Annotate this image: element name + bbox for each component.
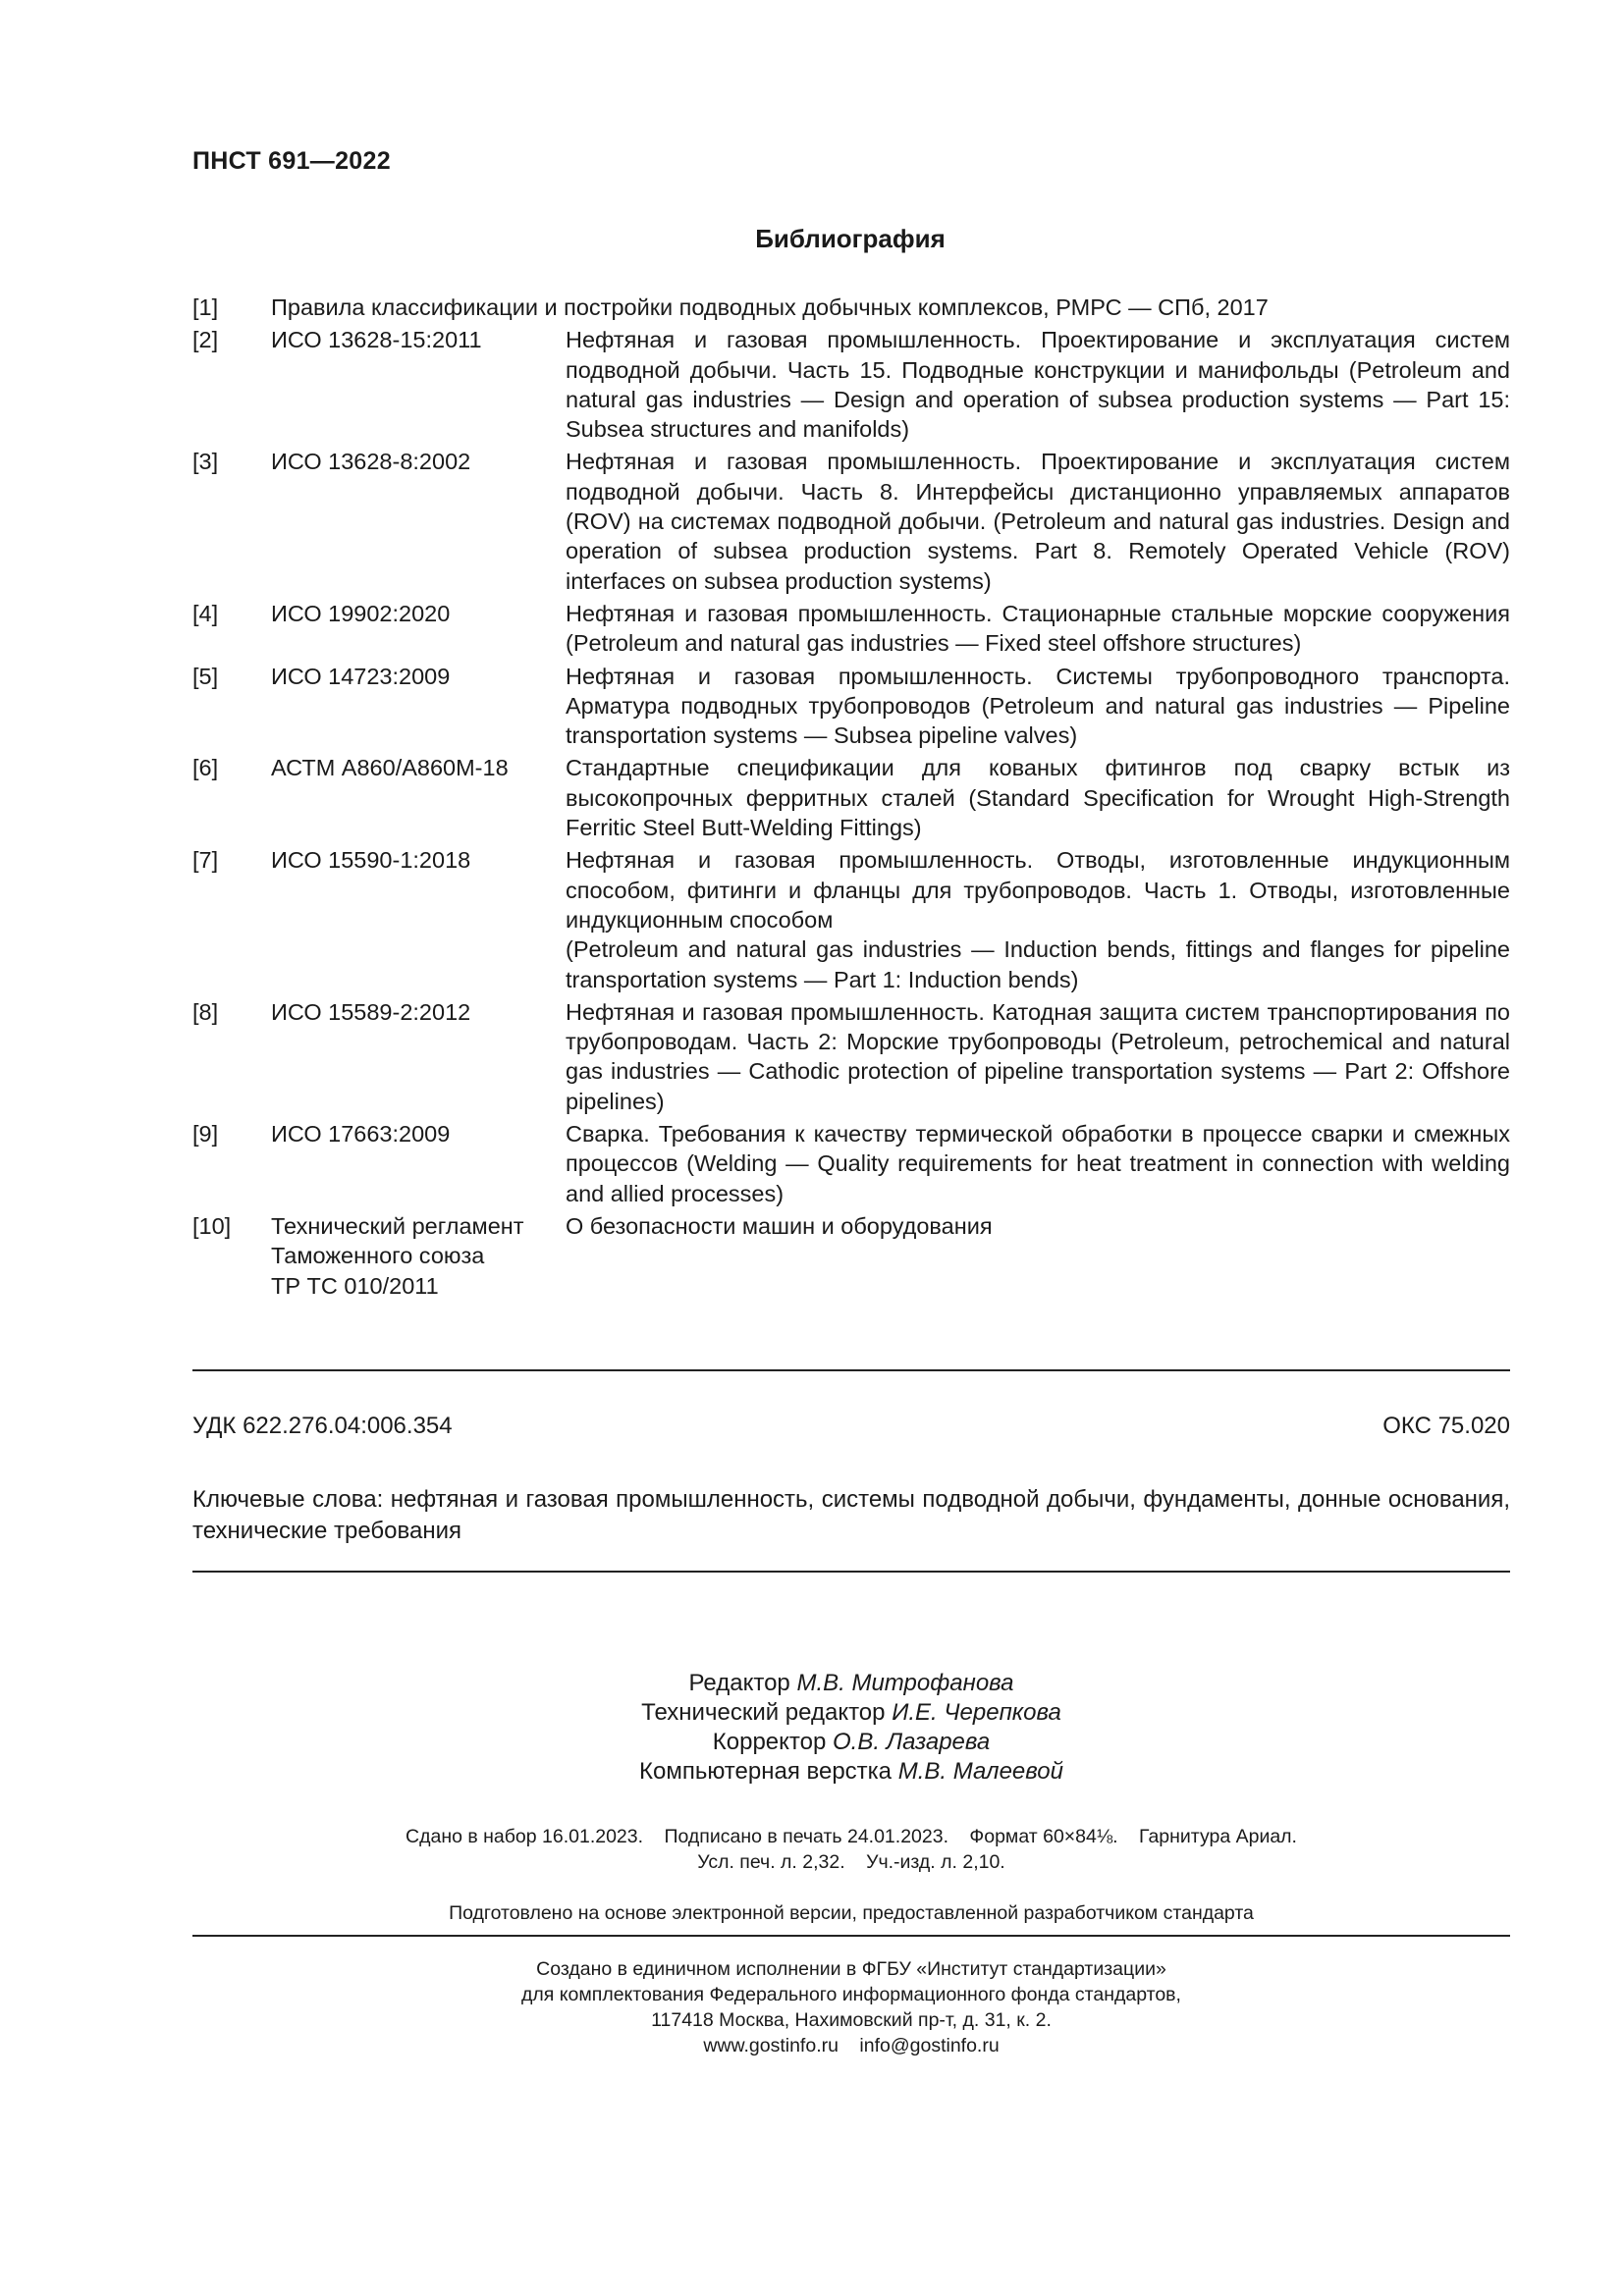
publisher-info [192, 1956, 1510, 2058]
entry-document: ИСО 19902:2020 [271, 600, 451, 626]
entry-document: АСТМ А860/А860М-18 [271, 755, 509, 781]
entry-number: [8] [192, 998, 219, 1025]
publishing-sheets: Уч.-изд. л. 2,10. [866, 1851, 1005, 1873]
credit-role: Редактор [688, 1670, 790, 1696]
bibliography-entry [192, 997, 1510, 1116]
entry-document-line: Таможенного союза [271, 1243, 485, 1269]
entry-document [271, 1211, 566, 1301]
entry-description: Нефтяная и газовая промышленность. Проектирование и эксплуатация систем подводной добычи. Часть 8. Интерфейсы дистанционно управляемых аппаратов (ROV) на системах подводной добычи. (Petroleum and natural gas industries. Design and operation of subsea production systems. Part 8. Remotely Operated Vehicle (ROV) interfaces on subsea production systems) [566, 449, 1510, 594]
website-link[interactable]: www.gostinfo.ru [703, 2035, 839, 2056]
entry-number: [9] [192, 1121, 219, 1148]
bibliography-title: Библиография [755, 224, 946, 253]
print-info-line [192, 1849, 1510, 1875]
entry-description: Стандартные спецификации для кованых фитингов под сварку встык из высокопрочных ферритных сталей (Standard Specification for Wrought High-Strength Ferritic Steel Butt-Welding Fittings) [566, 755, 1510, 841]
entry-number: [2] [192, 327, 219, 353]
entry-document: ИСО 17663:2009 [271, 1121, 451, 1148]
publisher-line: Создано в единичном исполнении в ФГБУ «Институт стандартизации» [536, 1958, 1166, 1980]
entry-number: [3] [192, 449, 219, 475]
bibliography-entry [192, 293, 1510, 322]
entry-description-en: (Petroleum and natural gas industries — Induction bends, fittings and flanges for pipeline transportation systems — Part 1: Induction bends) [566, 936, 1510, 992]
bibliography-entry [192, 662, 1510, 751]
bibliography-entry [192, 1211, 1510, 1301]
entry-document: ИСО 13628-8:2002 [271, 449, 471, 475]
entry-document: ИСО 15589-2:2012 [271, 998, 471, 1025]
bibliography-entry [192, 599, 1510, 659]
entry-description: Нефтяная и газовая промышленность. Проектирование и эксплуатация систем подводной добычи. Часть 15. Подводные конструкции и манифольды (Petroleum and natural gas industries — Design and operation of subsea production systems — Part 15: Subsea structures and manifolds) [566, 327, 1510, 443]
udk-code: УДК 622.276.04:006.354 [192, 1413, 453, 1439]
bibliography-entry [192, 325, 1510, 444]
credit-role: Технический редактор [641, 1699, 886, 1726]
publisher-contacts [192, 2033, 1510, 2058]
entry-document: ИСО 13628-15:2011 [271, 327, 482, 353]
keywords: Ключевые слова: нефтяная и газовая промышленность, системы подводной добычи, фундаменты, донные основания, технические требования [192, 1486, 1510, 1544]
credit-line [192, 1757, 1510, 1787]
print-info-line [192, 1824, 1510, 1849]
entry-number: [10] [192, 1212, 232, 1239]
entry-number: [5] [192, 663, 219, 689]
bibliography-entry [192, 1119, 1510, 1208]
entry-number: [1] [192, 294, 219, 320]
entry-description: Сварка. Требования к качеству термической обработки в процессе сварки и смежных процессов (Welding — Quality requirements for heat treatment in connection with welding and allied processes) [566, 1121, 1510, 1206]
printed-sheets: Усл. печ. л. 2,32. [697, 1851, 845, 1873]
typeface: Гарнитура Ариал. [1138, 1826, 1297, 1847]
publisher-line: для комплектования Федерального информационного фонда стандартов, [521, 1984, 1181, 2005]
bibliography-entry [192, 845, 1510, 993]
divider-bottom [192, 1935, 1510, 1937]
divider-keywords [192, 1571, 1510, 1573]
print-info [192, 1824, 1510, 1875]
oks-code: ОКС 75.020 [1382, 1413, 1510, 1439]
entry-number: [7] [192, 847, 219, 874]
entry-document: ИСО 14723:2009 [271, 663, 451, 689]
document-code: ПНСТ 691—2022 [192, 147, 391, 175]
entry-document-line: Технический регламент [271, 1212, 524, 1239]
signed-date: Подписано в печать 24.01.2023. [664, 1826, 948, 1847]
credit-line [192, 1728, 1510, 1757]
bibliography-entry [192, 753, 1510, 842]
entry-number: [4] [192, 600, 219, 626]
bibliography-list [192, 293, 1510, 1304]
credit-role: Корректор [712, 1729, 827, 1755]
credit-role: Компьютерная верстка [639, 1758, 893, 1785]
prepared-note: Подготовлено на основе электронной версии, предоставленной разработчиком стандарта [449, 1902, 1254, 1924]
credit-line [192, 1669, 1510, 1698]
entry-description: Нефтяная и газовая промышленность. Системы трубопроводного транспорта. Арматура подводных трубопроводов (Petroleum and natural gas industries — Pipeline transportation systems — Subsea pipeline valves) [566, 663, 1510, 749]
entry-number: [6] [192, 755, 219, 781]
entry-document: ИСО 15590-1:2018 [271, 847, 471, 874]
bibliography-entry [192, 447, 1510, 595]
entry-text: Правила классификации и постройки подводных добычных комплексов, РМРС — СПб, 2017 [271, 294, 1269, 320]
entry-description-ru: Нефтяная и газовая промышленность. Отводы, изготовленные индукционным способом, фитинги и фланцы для трубопроводов. Часть 1. Отводы, изготовленные индукционным способом [566, 847, 1510, 933]
credit-name: О.В. Лазарева [833, 1729, 991, 1755]
entry-description: Нефтяная и газовая промышленность. Катодная защита систем транспортирования по трубопроводам. Часть 2: Морские трубопроводы (Petroleum, petrochemical and natural gas industries — Cathodic protection of pipeline transportation systems — Part 2: Offshore pipelines) [566, 998, 1510, 1114]
classification-row [192, 1413, 1510, 1440]
divider-top [192, 1369, 1510, 1371]
entry-description [566, 845, 1510, 993]
entry-document-line: ТР ТС 010/2011 [271, 1272, 439, 1299]
paper-format: Формат 60×84⅛. [969, 1826, 1118, 1847]
email-link[interactable]: info@gostinfo.ru [859, 2035, 1000, 2056]
credit-name: М.В. Малеевой [897, 1758, 1063, 1785]
publisher-line: 117418 Москва, Нахимовский пр-т, д. 31, к. 2. [651, 2009, 1052, 2031]
credits-block [192, 1669, 1510, 1787]
entry-description: О безопасности машин и оборудования [566, 1212, 993, 1239]
credit-name: М.В. Митрофанова [796, 1670, 1014, 1696]
entry-description: Нефтяная и газовая промышленность. Стационарные стальные морские сооружения (Petroleum and natural gas industries — Fixed steel offshore structures) [566, 600, 1510, 657]
submitted-date: Сдано в набор 16.01.2023. [406, 1826, 644, 1847]
credit-name: И.Е. Черепкова [892, 1699, 1061, 1726]
credit-line [192, 1698, 1510, 1728]
